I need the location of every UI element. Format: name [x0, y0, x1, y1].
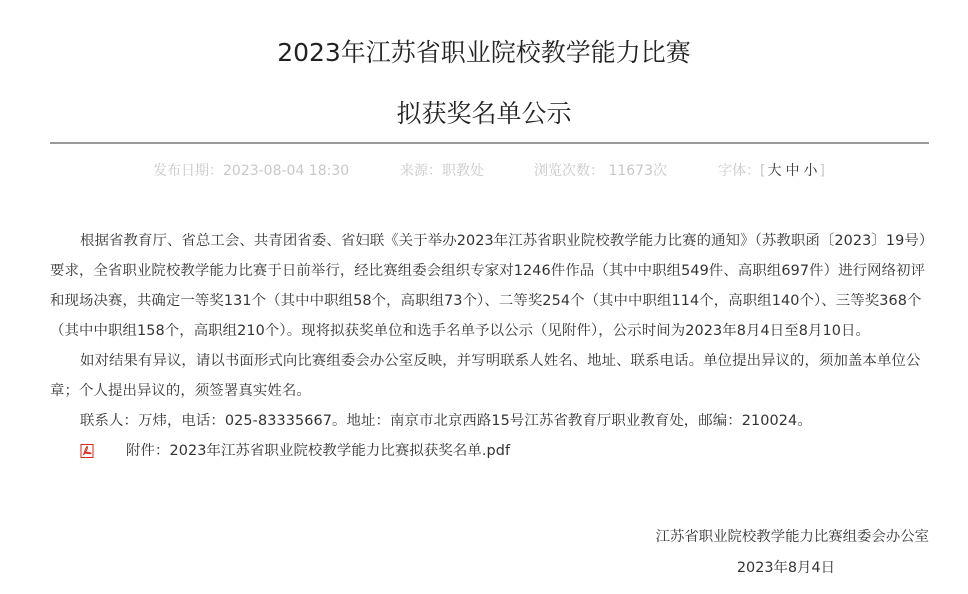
- attachment-line: [50, 436, 930, 469]
- paragraph-announcement: 根据省教育厅、省总工会、共青团省委、省妇联《关于举办2023年江苏省职业院校教学能力比赛的通知》（苏教职函〔2023〕19号）要求，全省职业院校教学能力比赛于日前举行，经比赛组委会组织专家对1246件作品（其中中职组549件、高职组697件）进行网络初评和现场决赛，共确定一等奖131个（其中中职组58个，高职组73个）、二等奖254个（其中中职组114个，高职组140个）、三等奖368个（其中中职组158个，高职组210个）。现将拟获奖单位和选手名单予以公示（见附件），公示时间为2023年8月4日至8月10日。: [50, 233, 927, 339]
- signature: 江苏省职业院校教学能力比赛组委会办公室: [655, 529, 929, 545]
- title-divider: [50, 142, 929, 144]
- view-count: 浏览次数： 11673次: [534, 163, 667, 179]
- source: 来源：职教处: [400, 163, 484, 179]
- article-body: [50, 226, 930, 469]
- paragraph-contact: 联系人：万炜，电话：025-83335667。地址：南京市北京西路15号江苏省教育厅职业教育处，邮编：210024。: [80, 413, 812, 429]
- article-meta: [0, 160, 968, 182]
- publish-date: 发布日期：2023-08-04 18:30: [153, 163, 350, 179]
- font-size-small[interactable]: 小: [803, 163, 818, 179]
- font-size-large[interactable]: 大: [767, 163, 782, 179]
- attachment-link-wrap[interactable]: [80, 436, 510, 466]
- font-size-medium[interactable]: 中: [785, 163, 800, 179]
- font-size-close: ]: [819, 163, 825, 179]
- signature-date: 2023年8月4日: [736, 560, 835, 576]
- font-size-control: [718, 160, 825, 182]
- pdf-icon: [80, 444, 94, 458]
- paragraph-objection: 如对结果有异议，请以书面形式向比赛组委会办公室反映，并写明联系人姓名、地址、联系电话。单位提出异议的，须加盖本单位公章；个人提出异议的，须签署真实姓名。: [50, 353, 921, 399]
- page-title: 2023年江苏省职业院校教学能力比赛: [277, 38, 691, 67]
- page-subtitle: 拟获奖名单公示: [396, 99, 572, 128]
- attachment-link[interactable]: 附件：2023年江苏省职业院校教学能力比赛拟获奖名单.pdf: [126, 443, 511, 459]
- font-size-label: 字体：[: [718, 163, 766, 179]
